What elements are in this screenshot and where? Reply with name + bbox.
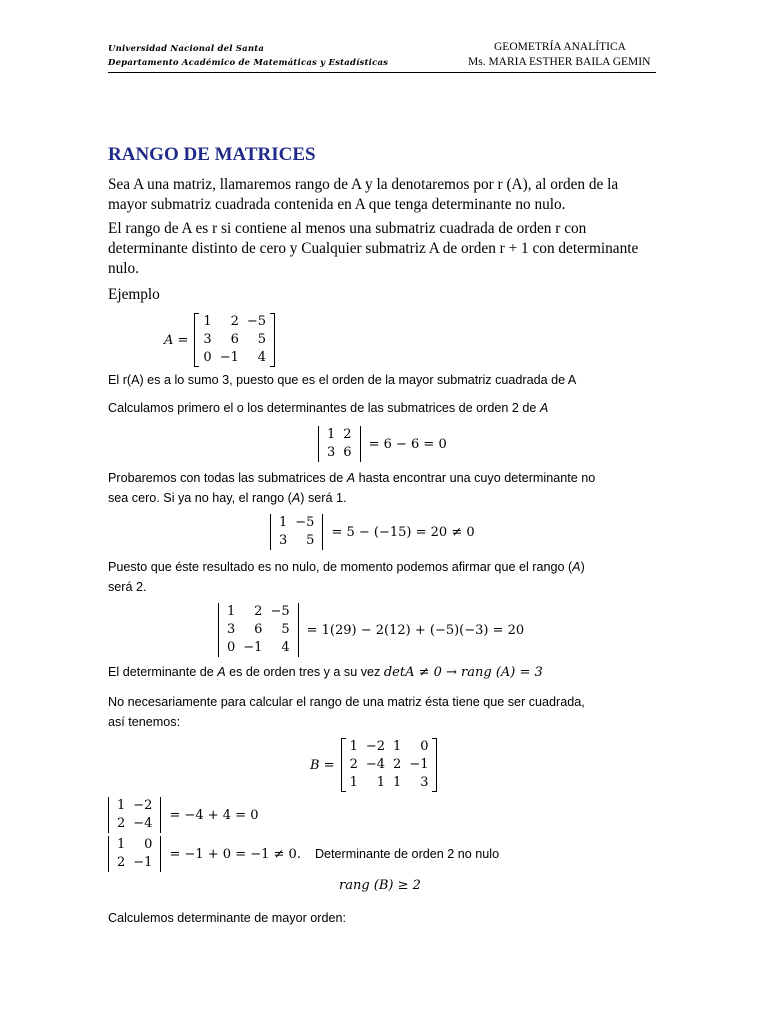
- matrix-cell: −1: [409, 757, 429, 772]
- matrix-cell: 0: [227, 640, 236, 655]
- matrix-cell: 2: [349, 757, 358, 772]
- paragraph-line: mayor submatriz cuadrada contenida en A que tenga determinante no nulo.: [108, 196, 566, 213]
- matrix-cell: 2: [393, 757, 402, 772]
- matrix-cell: 2: [117, 816, 126, 831]
- paragraph-definition: [108, 175, 618, 215]
- matrix-cell: 1: [117, 798, 126, 813]
- matrix-cell: 2: [254, 604, 263, 619]
- paragraph-line: Sea A una matriz, llamaremos rango de A y la denotaremos por r (A), al orden de la: [108, 176, 619, 193]
- matrix-cell: 1: [203, 314, 212, 329]
- matrix-b: [341, 738, 438, 792]
- statement-nonzero: Puesto que éste resultado es no nulo, de momento podemos afirmar que el rango (A) será 2.: [108, 560, 585, 594]
- matrix-cell: 1: [117, 837, 126, 852]
- statement-try-submatrices: Probaremos con todas las submatrices de A hasta encontrar una cuyo determinante no sea cero. Si ya no hay, el rango (A) será 1.: [108, 471, 596, 505]
- matrix-cell: 1: [349, 739, 358, 754]
- determinant-result: = 5 − (−15) = 20 ≠ 0: [331, 524, 475, 540]
- matrix-cell: 3: [227, 622, 236, 637]
- matrix-cell: −2: [133, 798, 153, 813]
- matrix-cell: −5: [246, 314, 267, 329]
- determinant-1: [318, 426, 447, 462]
- statement-nonsquare: No necesariamente para calcular el rango de una matriz ésta tiene que ser cuadrada, así tenemos:: [108, 695, 585, 729]
- matrix-a: [194, 313, 275, 367]
- matrix-cell: 4: [257, 350, 267, 365]
- matrix-cell: 1: [327, 427, 336, 442]
- matrix-cell: 1: [376, 775, 386, 790]
- matrix-b-equation: [310, 738, 437, 792]
- matrix-cell: −1: [219, 350, 239, 365]
- example-heading: Ejemplo: [108, 286, 160, 303]
- statement-upper-bound: El r(A) es a lo sumo 3, puesto que es el orden de la mayor submatriz cuadrada de A: [108, 373, 577, 387]
- matrix-cell: 0: [203, 350, 212, 365]
- matrix-cell: 0: [144, 837, 153, 852]
- matrix-cell: 1: [393, 775, 402, 790]
- matrix-cell: 2: [117, 855, 126, 870]
- determinant-2: [270, 514, 475, 550]
- matrix-cell: 5: [306, 533, 315, 548]
- matrix-cell: −5: [295, 515, 315, 530]
- determinant-4: [108, 797, 259, 833]
- matrix-cell: −1: [133, 855, 153, 870]
- paragraph-line: nulo.: [108, 260, 140, 277]
- matrix-cell: 3: [327, 445, 336, 460]
- matrix-cell: 1: [227, 604, 236, 619]
- statement-order-2: Calculamos primero el o los determinantes de las submatrices de orden 2 de A: [108, 401, 549, 415]
- matrix-cell: −5: [270, 604, 290, 619]
- matrix-cell: 4: [281, 640, 290, 655]
- matrix-cell: 2: [343, 427, 352, 442]
- matrix-a-label: A =: [164, 332, 189, 348]
- matrix-cell: 5: [257, 332, 267, 347]
- matrix-cell: −4: [133, 816, 153, 831]
- determinant-3: [218, 603, 524, 657]
- determinant-result: = 1(29) − 2(12) + (−5)(−3) = 20: [306, 622, 525, 638]
- matrix-cell: 1: [393, 739, 402, 754]
- matrix-cell: −2: [365, 739, 386, 754]
- header-department: Departamento Académico de Matemáticas y Estadísticas: [108, 58, 389, 68]
- statement-higher-order: Calculemos determinante de mayor orden:: [108, 911, 347, 925]
- matrix-cell: 5: [281, 622, 290, 637]
- paragraph-line: determinante distinto de cero y Cualquier submatriz A de orden r + 1 con determinante: [108, 240, 639, 257]
- matrix-cell: −1: [243, 640, 263, 655]
- header-author: Ms. MARIA ESTHER BAILA GEMIN: [468, 56, 651, 68]
- matrix-cell: 3: [279, 533, 288, 548]
- matrix-a-equation: [164, 313, 275, 367]
- matrix-cell: −4: [365, 757, 386, 772]
- determinant-note: Determinante de orden 2 no nulo: [314, 847, 500, 861]
- header-institution: Universidad Nacional del Santa: [108, 44, 265, 54]
- header-divider: [108, 72, 656, 73]
- matrix-cell: 1: [349, 775, 358, 790]
- matrix-cell: 1: [279, 515, 288, 530]
- determinant-result: = 6 − 6 = 0: [368, 436, 447, 452]
- determinant-result: = −1 + 0 = −1 ≠ 0.: [169, 846, 301, 862]
- matrix-cell: 3: [203, 332, 212, 347]
- paragraph-line: El rango de A es r si contiene al menos una submatriz cuadrada de orden r con: [108, 220, 587, 237]
- matrix-cell: 2: [230, 314, 239, 329]
- paragraph-rank-condition: [108, 219, 638, 279]
- rank-b-inequality: rang (B) ≥ 2: [339, 878, 421, 893]
- determinant-result: = −4 + 4 = 0: [169, 807, 259, 823]
- matrix-cell: 6: [230, 332, 239, 347]
- page-title: RANGO DE MATRICES: [108, 144, 316, 165]
- matrix-cell: 0: [420, 739, 429, 754]
- statement-rank-3: El determinante de A es de orden tres y a su vez detA ≠ 0 → rang (A) = 3: [108, 665, 543, 680]
- matrix-cell: 6: [254, 622, 263, 637]
- header-course: GEOMETRÍA ANALÍTICA: [494, 41, 626, 53]
- matrix-b-label: B =: [310, 757, 335, 773]
- matrix-cell: 6: [343, 445, 352, 460]
- matrix-cell: 3: [420, 775, 429, 790]
- determinant-5: [108, 836, 499, 872]
